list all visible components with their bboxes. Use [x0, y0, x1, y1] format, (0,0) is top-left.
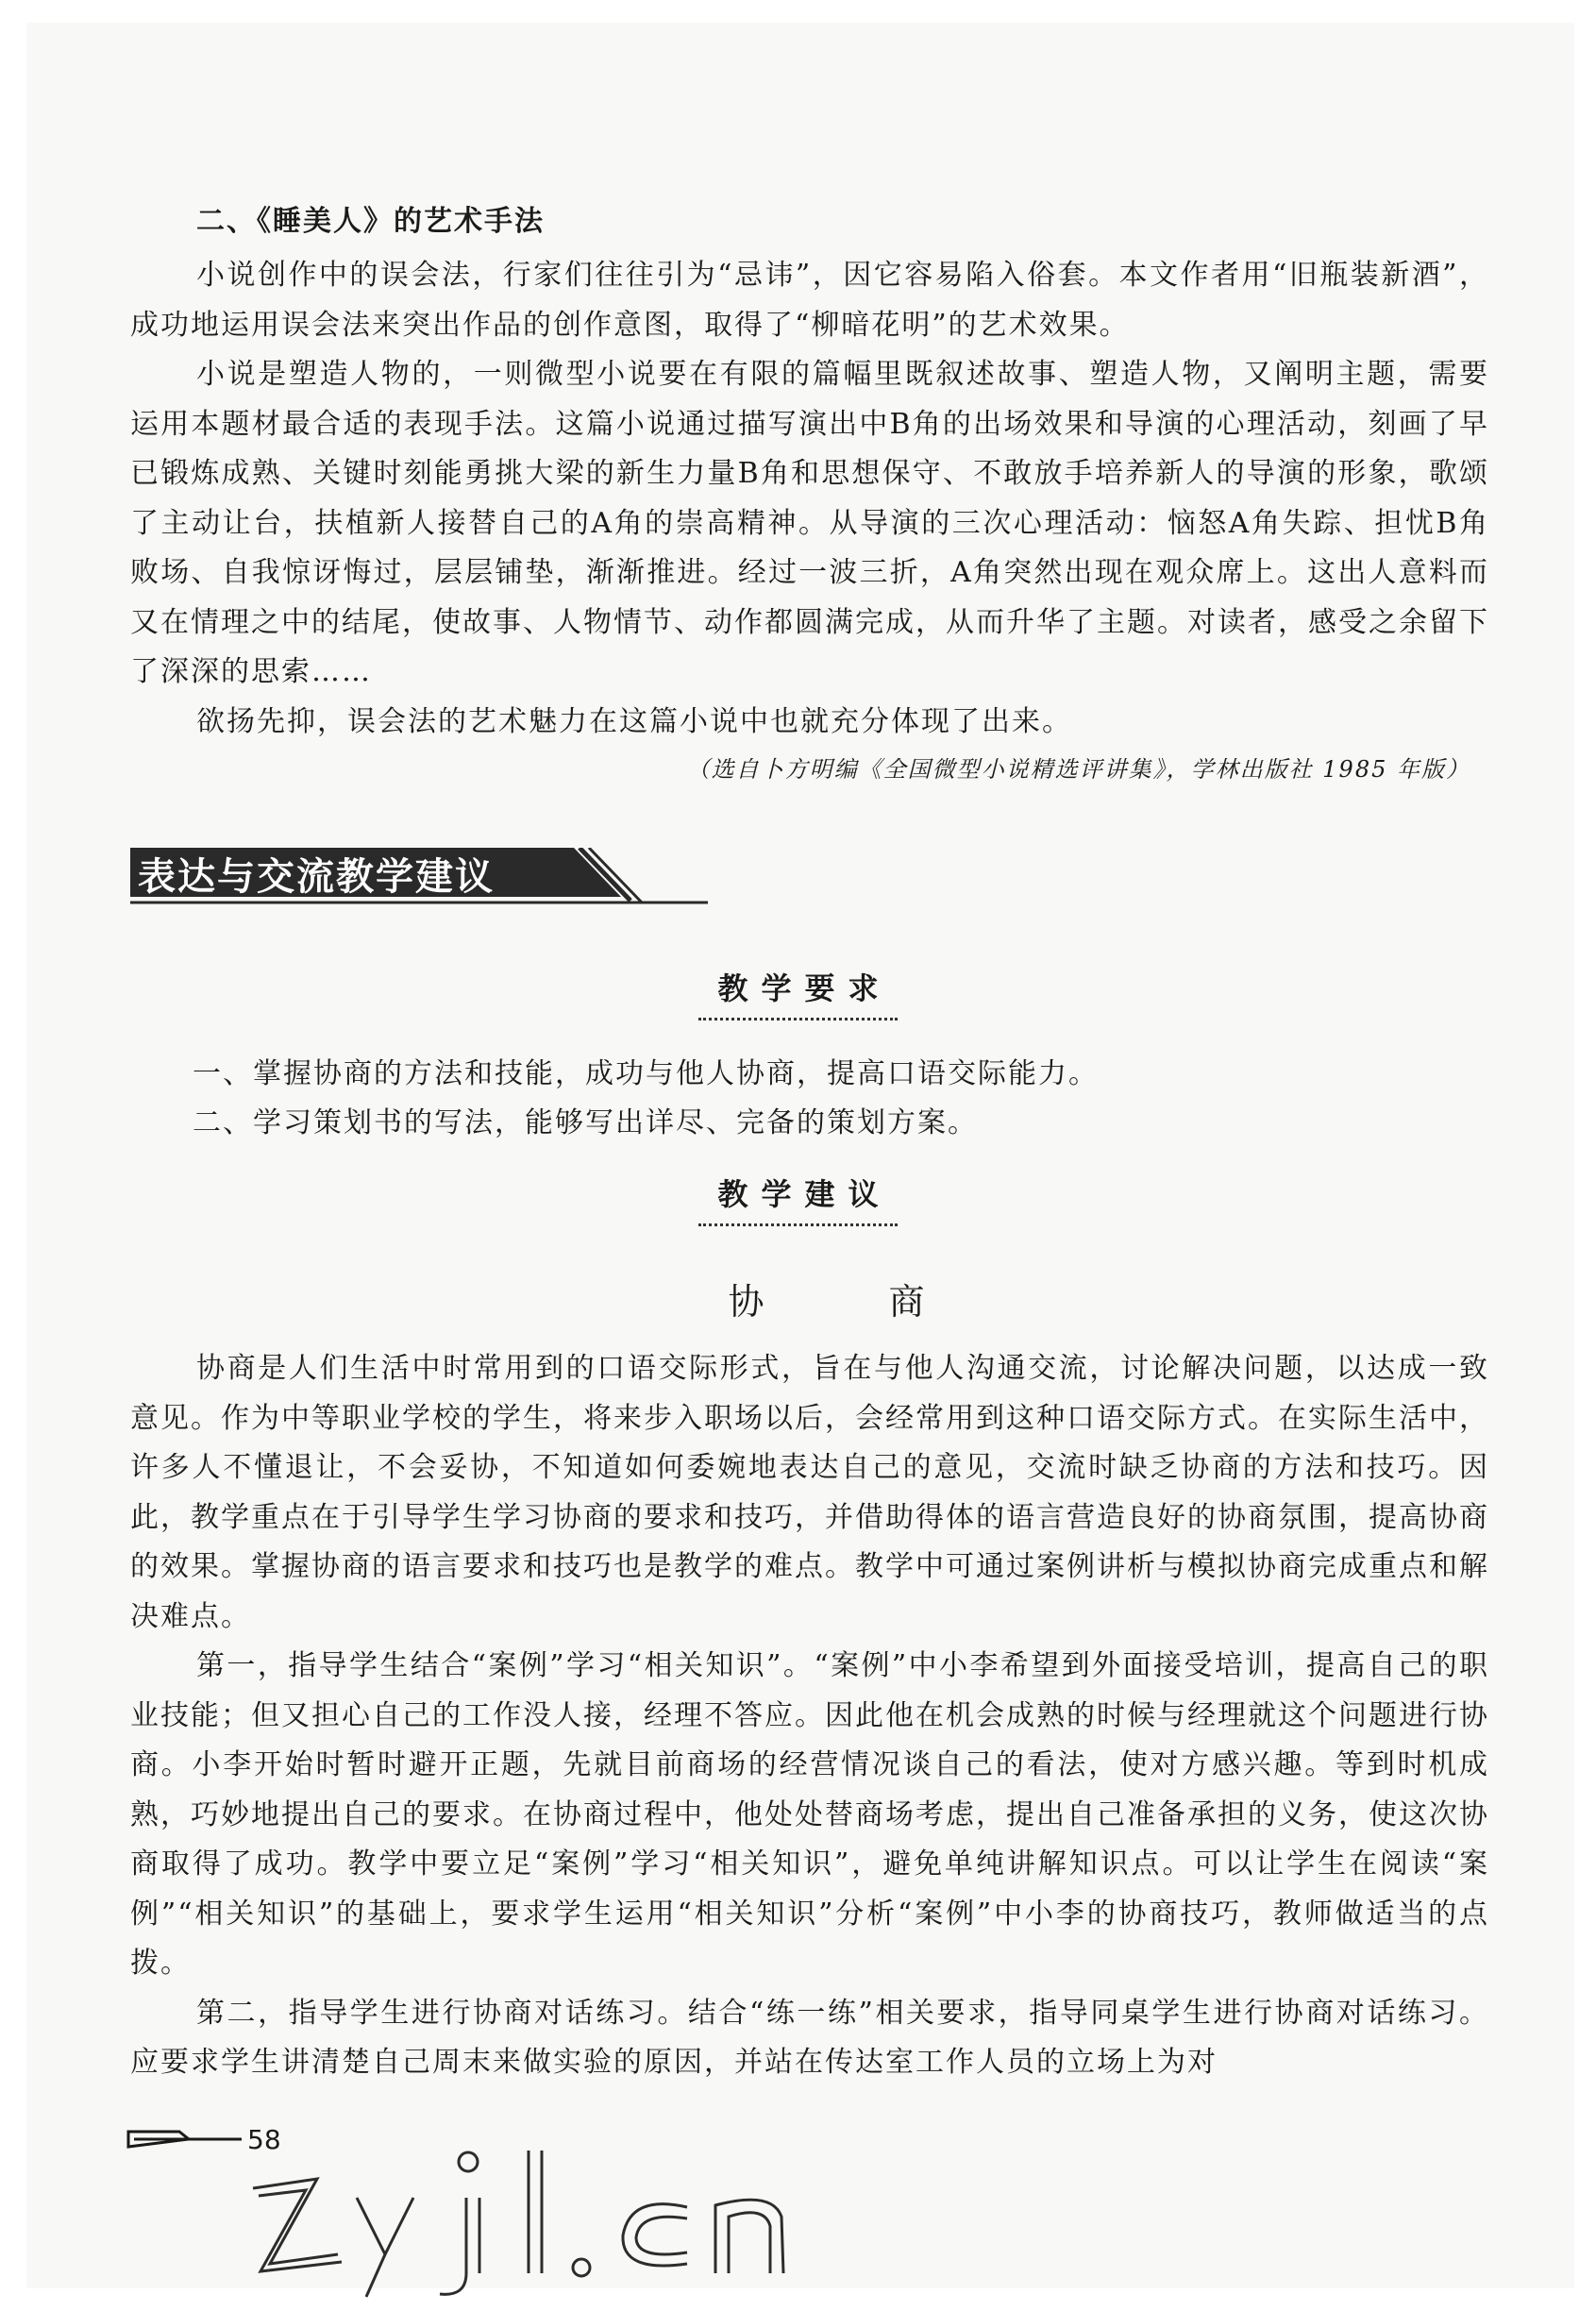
paragraph: 第一，指导学生结合“案例”学习“相关知识”。“案例”中小李希望到外面接受培训，提高自己的职业技能；但又担心自己的工作没人接，经理不答应。因此他在机会成熟的时候与经理就这个问题进行协商。小李开始时暂时避开正题，先就目前商场的经营情况谈自己的看法，使对方感兴趣。等到时机成熟，巧妙地提出自己的要求。在协商过程中，他处处替商场考虑，提出自己准备承担的义务，使这次协商取得了成功。教学中要立足“案例”学习“相关知识”，避免单纯讲解知识点。可以让学生在阅读“案例”“相关知识”的基础上，要求学生运用“相关知识”分析“案例”中小李的协商技巧，教师做适当的点拨。: [130, 1649, 1489, 1980]
section-banner: [130, 848, 715, 906]
suggestions-heading-wrap: [0, 1171, 1596, 1226]
requirements-heading-wrap: [0, 965, 1596, 1021]
section-heading: 二、《睡美人》的艺术手法: [196, 205, 545, 238]
requirements-list: [130, 1050, 1489, 1148]
suggestions-heading: 教学建议: [698, 1171, 897, 1226]
suggestions-body: [130, 1344, 1489, 2088]
paragraph: 小说创作中的误会法，行家们往往引为“忌讳”，因它容易陷入俗套。本文作者用“旧瓶装新酒”，成功地运用误会法来突出作品的创作意图，取得了“柳暗花明”的艺术效果。: [130, 259, 1489, 342]
requirement-item: 二、学习策划书的写法，能够写出详尽、完备的策划方案。: [193, 1106, 978, 1139]
watermark-logo: [244, 2141, 961, 2302]
banner-title: 表达与交流教学建议: [138, 855, 495, 899]
paragraph: 第二，指导学生进行协商对话练习。结合“练一练”相关要求，指导同桌学生进行协商对话练习。应要求学生讲清楚自己周末来做实验的原因，并站在传达室工作人员的立场上为对: [130, 1996, 1489, 2079]
paragraph: 协商是人们生活中时常用到的口语交际形式，旨在与他人沟通交流，讨论解决问题，以达成一致意见。作为中等职业学校的学生，将来步入职场以后，会经常用到这种口语交际方式。在实际生活中，许多人不懂退让，不会妥协，不知道如何委婉地表达自己的意见，交流时缺乏协商的方法和技巧。因此，教学重点在于引导学生学习协商的要求和技巧，并借助得体的语言营造良好的协商氛围，提高协商的效果。掌握协商的语言要求和技巧也是教学的难点。教学中可通过案例讲析与模拟协商完成重点和解决难点。: [130, 1352, 1489, 1633]
requirements-heading: 教学要求: [698, 965, 897, 1021]
paragraph: 小说是塑造人物的，一则微型小说要在有限的篇幅里既叙述故事、塑造人物，又阐明主题，需要运用本题材最合适的表现手法。这篇小说通过描写演出中B角的出场效果和导演的心理活动，刻画了早已锻炼成熟、关键时刻能勇挑大梁的新生力量B角和思想保守、不敢放手培养新人的导演的形象，歌颂了主动让台，扶植新人接替自己的A角的崇高精神。从导演的三次心理活动：恼怒A角失踪、担忧B角败场、自我惊讶悔过，层层铺垫，渐渐推进。经过一波三折，A角突然出现在观众席上。这出人意料而又在情理之中的结尾，使故事、人物情节、动作都圆满完成，从而升华了主题。对读者，感受之余留下了深深的思索……: [130, 358, 1489, 688]
paragraph: 欲扬先抑，误会法的艺术魅力在这篇小说中也就充分体现了出来。: [196, 704, 1072, 738]
page-number: 58: [247, 2124, 281, 2155]
section-sleeping-beauty: [130, 198, 1489, 788]
source-citation: （选自卜方明编《全国微型小说精选评讲集》，学林出版社 1985 年版）: [686, 756, 1470, 783]
requirement-item: 一、掌握协商的方法和技能，成功与他人协商，提高口语交际能力。: [193, 1057, 1099, 1090]
topic-title: 协 商: [728, 1281, 982, 1323]
